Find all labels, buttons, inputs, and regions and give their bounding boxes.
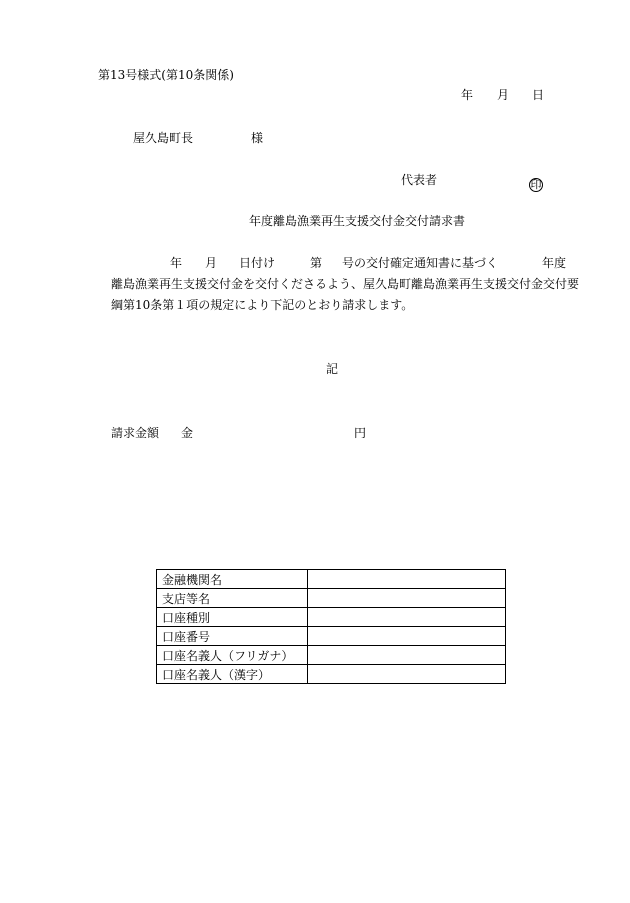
account-holder-kana-label: 口座名義人（フリガナ）	[157, 646, 308, 665]
body-line-2: 離島漁業再生支援交付金を交付くださるよう、屋久島町離島漁業再生支援交付金交付要	[111, 277, 580, 291]
bank-account-table	[156, 569, 506, 684]
body-year: 年	[170, 256, 183, 270]
date-year: 年	[461, 88, 474, 102]
table-row	[157, 589, 506, 608]
ki-heading: 記	[326, 362, 339, 376]
document-title: 年度離島漁業再生支援交付金交付請求書	[249, 214, 466, 228]
date-month: 月	[497, 88, 510, 102]
addressee-name: 屋久島町長	[133, 131, 194, 145]
branch-name-value[interactable]	[308, 589, 506, 608]
body-dai: 第	[310, 256, 323, 270]
account-type-label: 口座種別	[157, 608, 308, 627]
account-type-value[interactable]	[308, 608, 506, 627]
table-row	[157, 646, 506, 665]
table-row	[157, 627, 506, 646]
bank-name-value[interactable]	[308, 570, 506, 589]
account-number-label: 口座番号	[157, 627, 308, 646]
body-fiscal: 年度	[542, 256, 567, 270]
bank-name-label: 金融機関名	[157, 570, 308, 589]
date-day: 日	[532, 88, 545, 102]
seal-mark	[529, 173, 543, 192]
addressee-honorific: 様	[251, 131, 264, 145]
amount-kin: 金	[181, 426, 194, 440]
representative-label: 代表者	[401, 173, 438, 187]
account-holder-kanji-label: 口座名義人（漢字）	[157, 665, 308, 684]
body-month: 月	[205, 256, 218, 270]
amount-yen: 円	[354, 426, 367, 440]
table-row	[157, 570, 506, 589]
account-holder-kana-value[interactable]	[308, 646, 506, 665]
form-number: 第13号様式(第10条関係)	[98, 68, 234, 82]
body-line-3: 綱第10条第１項の規定により下記のとおり請求します。	[111, 298, 414, 312]
table-row	[157, 608, 506, 627]
table-row	[157, 665, 506, 684]
seal-icon: 印	[530, 178, 542, 191]
account-number-value[interactable]	[308, 627, 506, 646]
body-notice: 号の交付確定通知書に基づく	[342, 256, 499, 270]
amount-label: 請求金額	[111, 426, 160, 440]
branch-name-label: 支店等名	[157, 589, 308, 608]
body-day-dated: 日付け	[239, 256, 276, 270]
account-holder-kanji-value[interactable]	[308, 665, 506, 684]
